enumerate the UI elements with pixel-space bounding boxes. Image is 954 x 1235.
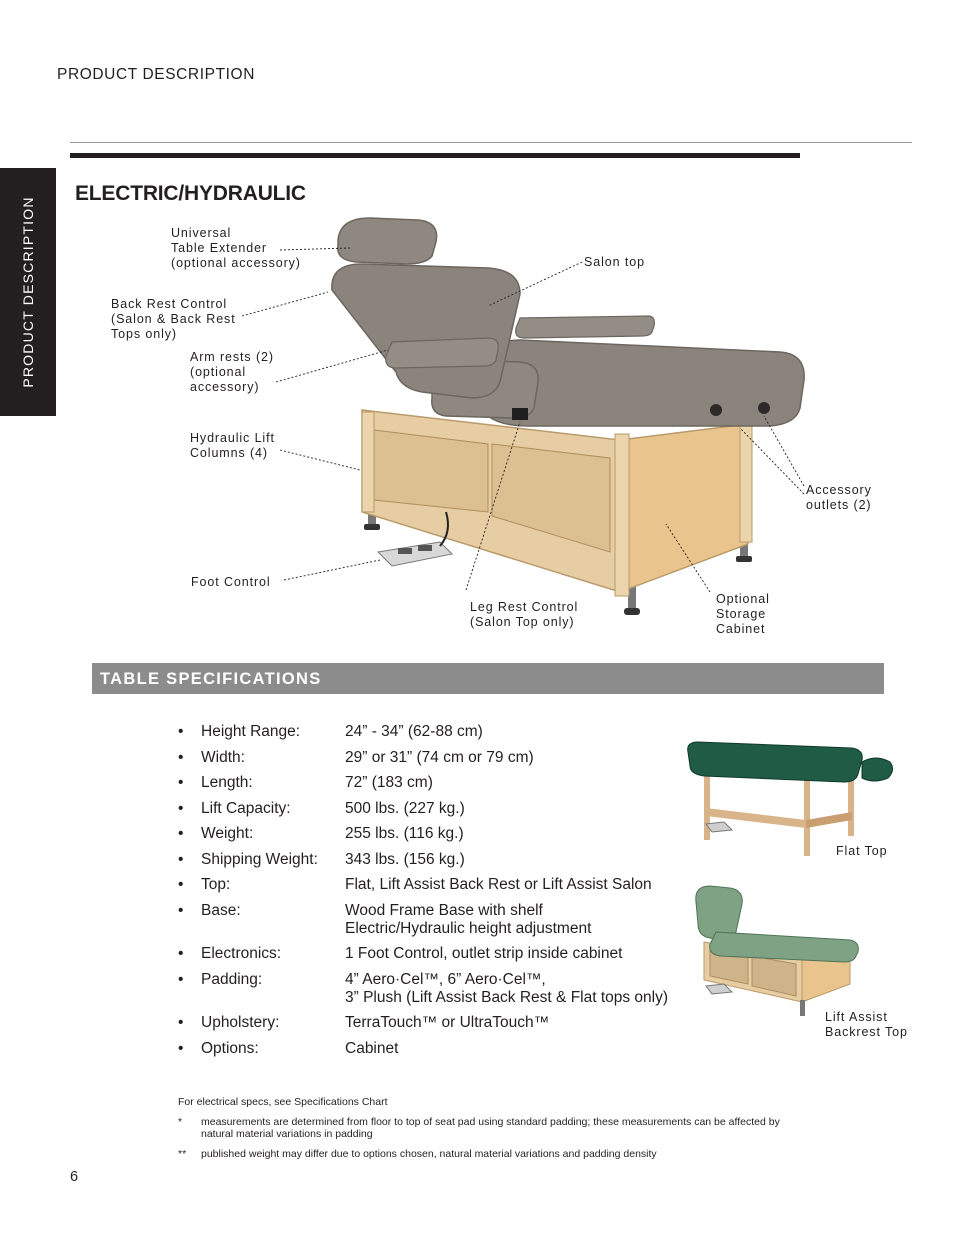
spec-value-line: 500 lbs. (227 kg.): [345, 799, 465, 817]
bullet: •: [178, 748, 184, 766]
spec-value-line: 29” or 31” (74 cm or 79 cm): [345, 748, 534, 766]
footnotes: [178, 1096, 818, 1160]
page-header-title: PRODUCT DESCRIPTION: [57, 66, 255, 83]
spec-row: [178, 876, 688, 894]
bullet: •: [178, 1039, 184, 1057]
spec-label: Options:: [201, 1039, 259, 1057]
side-tab: [0, 168, 56, 416]
footnote-item: ** published weight may differ due to options chosen, natural material variations and padding density: [178, 1147, 657, 1160]
spec-value-line: Electric/Hydraulic height adjustment: [345, 919, 592, 937]
spec-label: Base:: [201, 901, 241, 919]
spec-label: Lift Capacity:: [201, 799, 291, 817]
footnote-item: * measurements are determined from floor to top of seat pad using standard padding; these measurements can be affected by natural material variations in padding: [178, 1115, 780, 1140]
page-number: 6: [70, 1169, 79, 1185]
spec-row: [178, 971, 688, 1007]
footnote-intro: For electrical specs, see Specifications Chart: [178, 1096, 388, 1108]
bullet: •: [178, 970, 184, 988]
callout-foot-control: Foot Control: [191, 575, 271, 589]
spec-row: [178, 1040, 688, 1058]
callout-universal-extender: Universal Table Extender (optional accessory): [171, 226, 301, 270]
callout-salon-top: Salon top: [584, 255, 645, 269]
spec-row: [178, 1014, 688, 1032]
spec-heading: TABLE SPECIFICATIONS: [100, 670, 322, 688]
spec-row: [178, 749, 688, 767]
bullet: •: [178, 723, 184, 740]
spec-row: [178, 825, 688, 843]
header-thin-rule: [70, 142, 912, 143]
callout-back-rest-control: Back Rest Control (Salon & Back Rest Tops only): [111, 297, 236, 341]
spec-value-line: TerraTouch™ or UltraTouch™: [345, 1014, 550, 1031]
spec-label: Length:: [201, 774, 253, 791]
flat-top-caption: Flat Top: [836, 844, 888, 858]
spec-label: Width:: [201, 748, 245, 766]
spec-value: [345, 1014, 549, 1032]
spec-value: [345, 876, 652, 894]
bullet: •: [178, 825, 184, 842]
spec-value: [345, 902, 591, 938]
bullet: •: [178, 945, 184, 962]
lift-assist-thumbnail: [690, 882, 870, 1027]
spec-label: Height Range:: [201, 723, 301, 740]
spec-value-line: Wood Frame Base with shelf: [345, 901, 543, 919]
spec-label: Electronics:: [201, 945, 282, 962]
side-tab-label: PRODUCT DESCRIPTION: [20, 196, 36, 388]
callout-accessory-outlets: Accessory outlets (2): [806, 483, 872, 512]
lift-assist-caption: Lift Assist Backrest Top: [825, 1010, 908, 1039]
spec-row: [178, 902, 688, 938]
spec-label: Padding:: [201, 970, 263, 988]
spec-label: Upholstery:: [201, 1014, 280, 1031]
header-thick-rule: [70, 153, 800, 158]
callout-storage-cabinet: Optional Storage Cabinet: [716, 592, 770, 636]
spec-value-line: 24” - 34” (62-88 cm): [345, 723, 483, 740]
flat-top-illustration: [684, 738, 896, 860]
bullet: •: [178, 850, 184, 868]
spec-value-line: 255 lbs. (116 kg.): [345, 825, 464, 842]
spec-label: Top:: [201, 876, 231, 893]
spec-value: [345, 749, 534, 767]
spec-value: [345, 851, 465, 869]
bullet: •: [178, 1014, 184, 1031]
spec-value: [345, 774, 433, 792]
spec-value: [345, 825, 464, 843]
bullet: •: [178, 901, 184, 919]
spec-value: [345, 1040, 398, 1058]
spec-label: Weight:: [201, 825, 254, 842]
callout-hydraulic-lift: Hydraulic Lift Columns (4): [190, 431, 275, 460]
callout-leg-rest-control: Leg Rest Control (Salon Top only): [470, 600, 579, 629]
bullet: •: [178, 799, 184, 817]
spec-value: [345, 723, 483, 741]
spec-value-line: Cabinet: [345, 1039, 399, 1057]
spec-value-line: 3” Plush (Lift Assist Back Rest & Flat tops only): [345, 988, 669, 1006]
spec-value-line: 72” (183 cm): [345, 774, 433, 791]
spec-row: [178, 723, 688, 741]
spec-value-line: 343 lbs. (156 kg.): [345, 850, 465, 868]
spec-row: [178, 945, 688, 963]
bullet: •: [178, 774, 184, 791]
spec-heading-bar: [92, 663, 884, 694]
product-figure: [100, 212, 920, 652]
section-title: ELECTRIC/HYDRAULIC: [75, 182, 306, 205]
spec-label: Shipping Weight:: [201, 850, 318, 868]
spec-value: [345, 800, 465, 818]
lift-assist-illustration: [690, 882, 870, 1022]
spec-row: [178, 774, 688, 792]
spec-value-line: 4” Aero·Cel™, 6” Aero·Cel™,: [345, 970, 546, 988]
spec-value: [345, 971, 668, 1007]
spec-value-line: 1 Foot Control, outlet strip inside cabinet: [345, 945, 623, 962]
spec-list: [178, 723, 688, 1065]
callout-arm-rests: Arm rests (2) (optional accessory): [190, 350, 274, 394]
spec-row: [178, 800, 688, 818]
spec-value: [345, 945, 622, 963]
bullet: •: [178, 876, 184, 893]
spec-row: [178, 851, 688, 869]
spec-value-line: Flat, Lift Assist Back Rest or Lift Assist Salon: [345, 876, 652, 893]
